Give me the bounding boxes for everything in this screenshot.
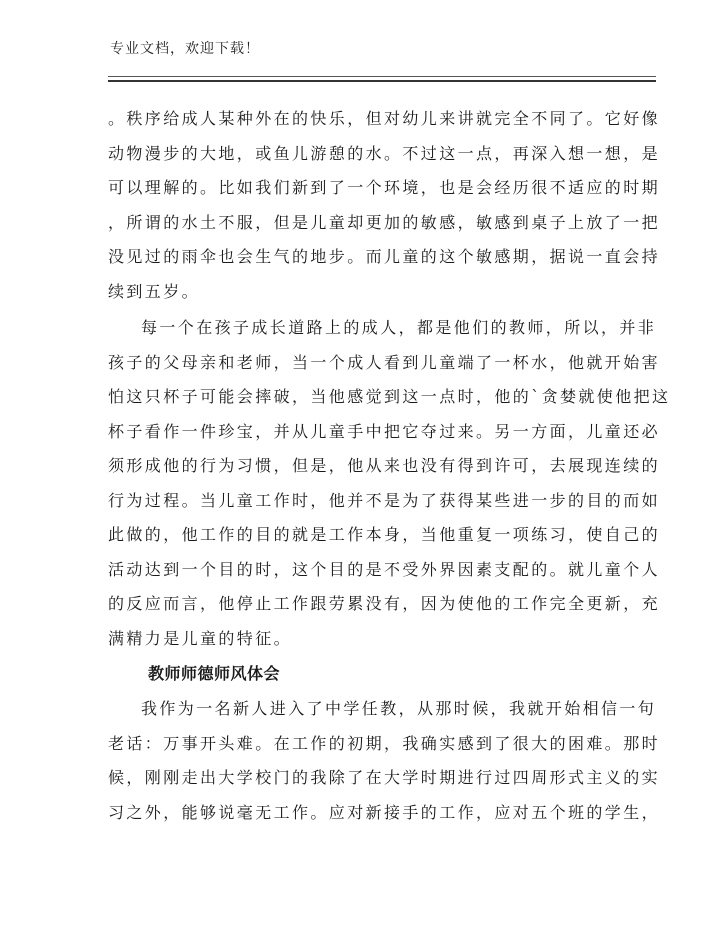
paragraph-1 xyxy=(108,102,661,309)
paragraph-2 xyxy=(108,311,671,656)
text-line: 候，刚刚走出大学校门的我除了在大学时期进行过四周形式主义的实 xyxy=(108,768,661,787)
text-line: 动物漫步的大地，或鱼儿游憩的水。不过这一点，再深入想一想，是 xyxy=(108,143,661,163)
text-line: 杯子看作一件珍宝，并从儿童手中把它夺过来。另一方面，儿童还必 xyxy=(108,421,661,441)
text-line: 每一个在孩子成长道路上的成人，都是他们的教师，所以，并非 xyxy=(141,318,657,337)
text-line: 我作为一名新人进入了中学任教，从那时候，我就开始相信一句 xyxy=(141,699,657,718)
text-line: 。秩序给成人某种外在的快乐，但对幼儿来讲就完全不同了。它好像 xyxy=(108,109,661,128)
page-header: 专业文档，欢迎下载！ xyxy=(110,41,260,57)
text-line: 活动达到一个目的时，这个目的是不受外界因素支配的。就儿童个人 xyxy=(108,559,661,579)
header-rule-thick xyxy=(108,80,656,82)
header-rule-thin xyxy=(108,76,656,77)
text-line: 怕这只杯子可能会摔破，当他感觉到这一点时，他的`贪婪就使他把这 xyxy=(108,387,671,406)
text-line: 的反应而言，他停止工作跟劳累没有，因为使他的工作完全更新，充 xyxy=(108,594,661,613)
text-line: 满精力是儿童的特征。 xyxy=(108,628,293,648)
section-heading: 教师师德师风体会 xyxy=(148,664,281,683)
text-line: 行为过程。当儿童工作时，他并不是为了获得某些进一步的目的而如 xyxy=(108,490,661,510)
text-line: ，所谓的水土不服，但是儿童却更加的敏感，敏感到桌子上放了一把 xyxy=(108,212,661,232)
document-body xyxy=(108,102,671,830)
text-line: 可以理解的。比如我们新到了一个环境，也是会经历很不适应的时期 xyxy=(108,178,661,197)
text-line: 孩子的父母亲和老师，当一个成人看到儿童端了一杯水，他就开始害 xyxy=(108,352,661,372)
text-line: 老话：万事开头难。在工作的初期，我确实感到了很大的困难。那时 xyxy=(108,733,661,753)
text-line: 没见过的雨伞也会生气的地步。而儿童的这个敏感期，据说一直会持 xyxy=(108,247,661,266)
text-line: 须形成他的行为习惯，但是，他从来也没有得到许可，去展现连续的 xyxy=(108,456,661,475)
text-line: 续到五岁。 xyxy=(108,281,201,301)
text-line: 此做的，他工作的目的就是工作本身，当他重复一项练习，使自己的 xyxy=(108,525,661,544)
text-line: 习之外，能够说毫无工作。应对新接手的工作，应对五个班的学生， xyxy=(108,802,661,822)
paragraph-3 xyxy=(108,692,661,830)
